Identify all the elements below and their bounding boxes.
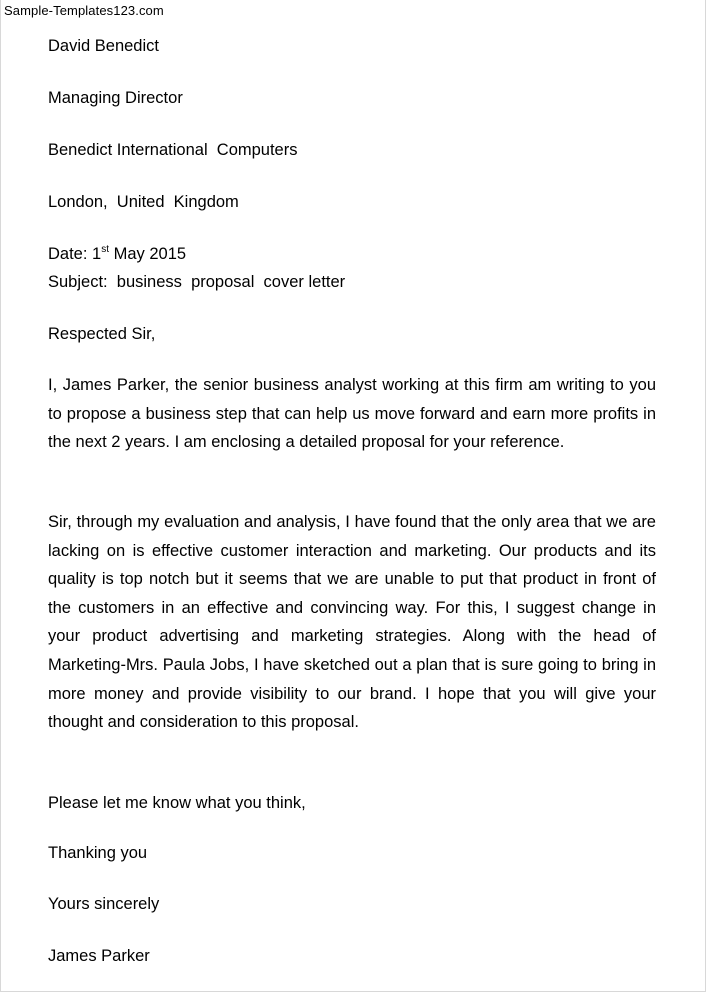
date-day: 1 bbox=[92, 245, 102, 263]
date-day-suffix: st bbox=[101, 243, 109, 255]
recipient-company: Benedict International Computers bbox=[48, 141, 298, 159]
body-paragraph-2: Sir, through my evaluation and analysis, I have found that the only area that we are lacking on is effective customer interaction and marketing. Our products and its quality is top notch but it seems that we are unable to put that product in front of the customers in an effective and convincing way. For this, I suggest change in your product advertising and marketing strategies. Along with the head of Marketing-Mrs. Paula Jobs, I have sketched out a plan that is sure going to bring in more money and provide visibility to our brand. I hope that you will give your thought and consideration to this proposal. bbox=[48, 513, 656, 732]
recipient-title: Managing Director bbox=[48, 89, 183, 107]
body-paragraph-1: I, James Parker, the senior business analyst working at this firm am writing to you to propose a business step that can help us move forward and earn more profits in the next 2 years. I am enclosing a detailed proposal for your reference. bbox=[48, 376, 656, 452]
letter-date bbox=[48, 244, 186, 264]
signature-name: James Parker bbox=[48, 947, 150, 965]
salutation: Respected Sir, bbox=[48, 325, 156, 343]
thanks-line: Thanking you bbox=[48, 844, 148, 862]
date-label: Date: bbox=[48, 245, 93, 263]
date-month-year: May 2015 bbox=[109, 245, 187, 263]
letter-subject: Subject: business proposal cover letter bbox=[48, 273, 346, 291]
signoff-line: Yours sincerely bbox=[48, 895, 160, 913]
recipient-location: London, United Kingdom bbox=[48, 193, 239, 211]
site-watermark: Sample-Templates123.com bbox=[4, 3, 164, 18]
recipient-name: David Benedict bbox=[48, 37, 159, 55]
closing-request: Please let me know what you think, bbox=[48, 794, 306, 812]
